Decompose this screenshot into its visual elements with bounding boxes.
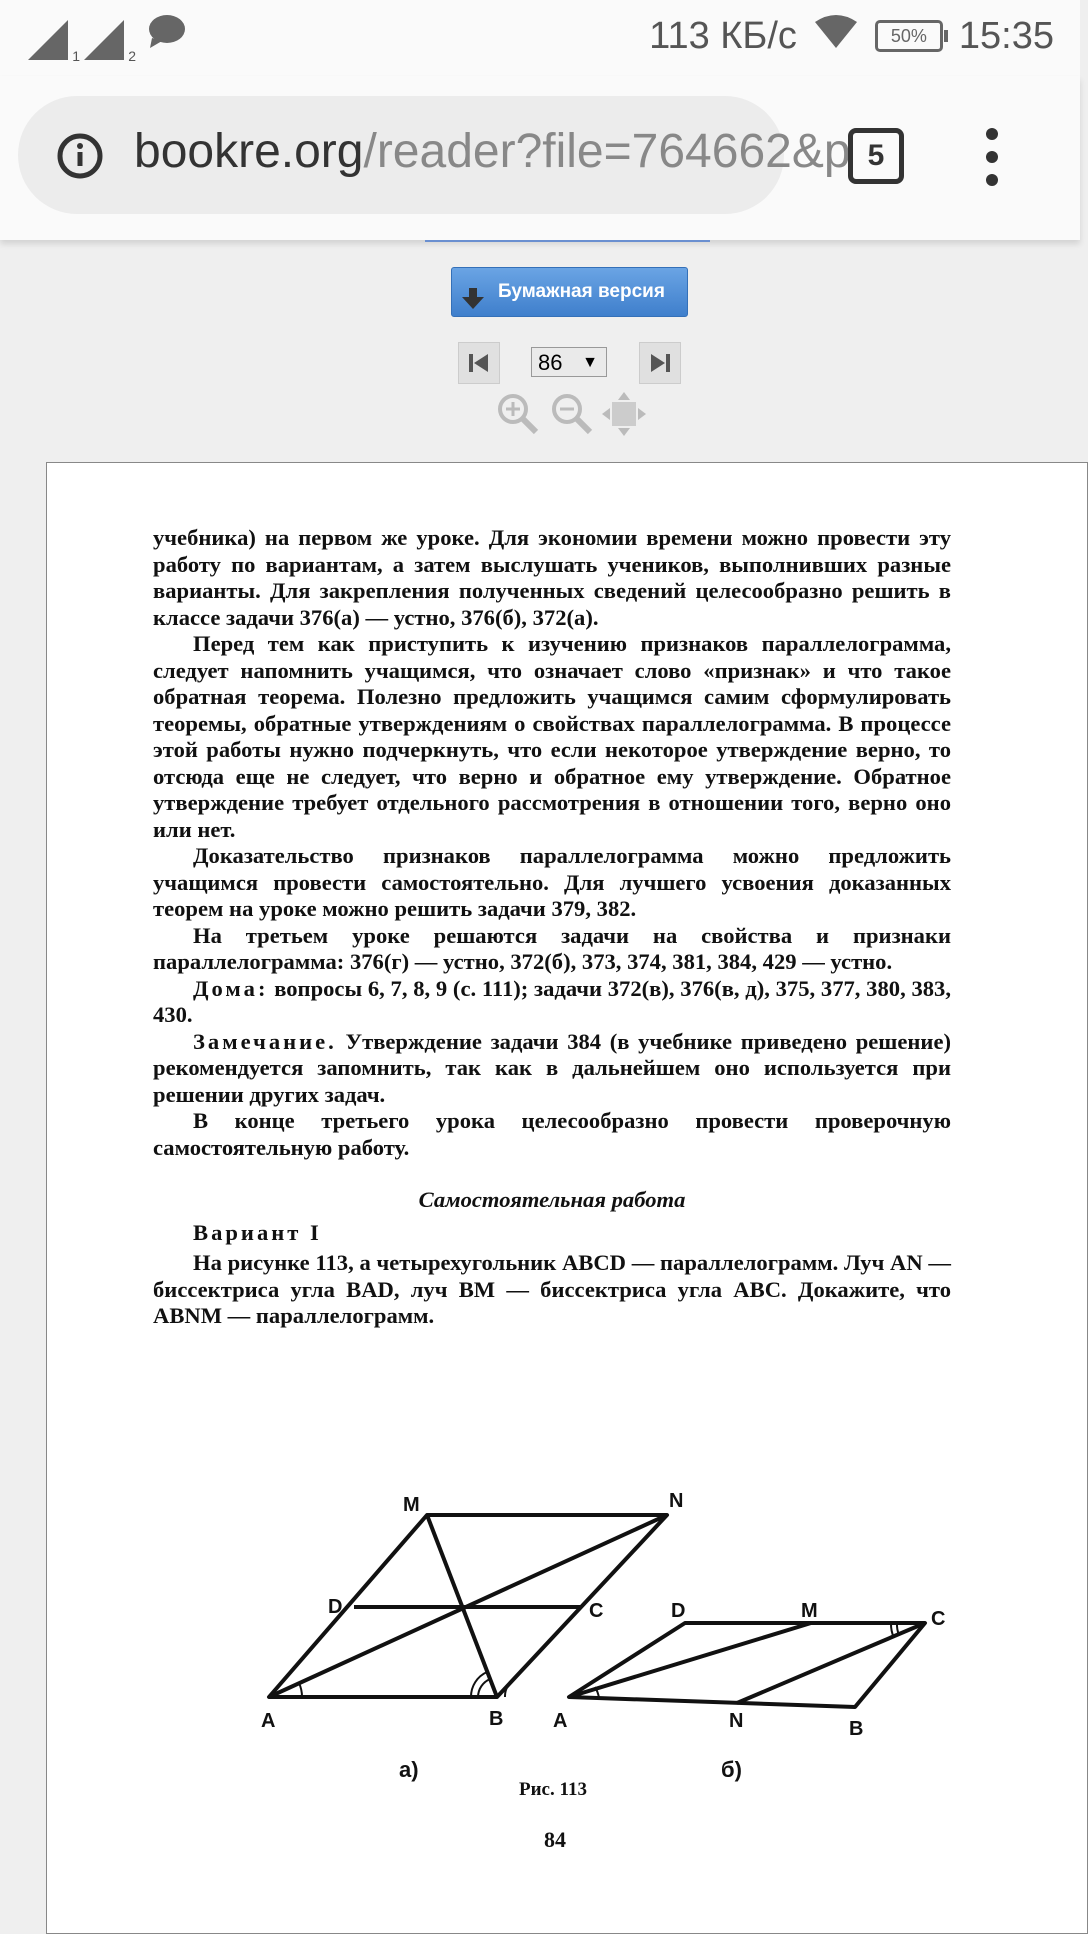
figure-label: N — [669, 1490, 684, 1512]
sim2-label: 2 — [128, 48, 136, 64]
figure-label: A — [261, 1710, 276, 1732]
figure-sublabel-b: б) — [721, 1757, 742, 1782]
status-bar — [0, 0, 1080, 76]
address-bar[interactable] — [18, 96, 851, 214]
last-page-button[interactable] — [639, 342, 681, 384]
figure-a-angle-a — [299, 1683, 302, 1697]
figure-113 — [207, 1481, 967, 1811]
figure-label: M — [801, 1600, 818, 1622]
zoom-in-icon[interactable] — [496, 392, 540, 441]
paper-version-button[interactable] — [451, 267, 688, 317]
tab-switcher-button[interactable]: 5 — [848, 128, 904, 184]
figure-label: B — [489, 1708, 504, 1730]
paragraph: учебника) на первом же уроке. Для экономии времени можно провести эту работу по вариантам, а затем выслушать учеников, выполнивших разные варианты. Для закрепления полученных сведений целесообразно решить в классе задачи 376(а) — устно, 376(б), 372(а). — [153, 525, 951, 630]
signal-sim2-icon — [84, 20, 136, 64]
overflow-menu-icon[interactable] — [986, 128, 998, 197]
figure-b-outline — [569, 1623, 925, 1707]
paragraph: На третьем уроке решаются задачи на свойства и признаки параллелограмма: 376(г) — устно, 372(б), 373, 374, 381, 384, 429 — устно. — [153, 922, 951, 974]
page-select-value: 86 — [538, 350, 563, 375]
figure-label: C — [931, 1608, 946, 1630]
figure-a-angle-b1 — [478, 1679, 490, 1697]
task-text: На рисунке 113, а четырехугольник ABCD — параллелограмм. Луч AN — биссектриса угла BAD, луч BM — биссектриса угла ABC. Докажите, что ABNM — параллелограмм. — [153, 1250, 951, 1328]
page-text — [153, 525, 951, 1330]
first-page-button[interactable] — [458, 342, 500, 384]
figure-label: B — [849, 1718, 864, 1740]
document-page — [46, 462, 1088, 1934]
figure-caption: Рис. 113 — [519, 1779, 587, 1800]
download-icon — [462, 281, 484, 329]
url-path: /reader?file=764662&p — [363, 125, 851, 178]
info-icon[interactable] — [56, 132, 104, 185]
figure-label: D — [328, 1596, 343, 1618]
dropdown-arrow-icon: ▼ — [582, 354, 598, 371]
variant-heading: Вариант I — [193, 1219, 322, 1245]
figure-label: C — [589, 1600, 604, 1622]
homework-label: Дома: — [193, 975, 269, 1001]
paragraph — [153, 1029, 951, 1109]
message-icon — [146, 14, 186, 60]
paragraph — [153, 976, 951, 1029]
zoom-out-icon[interactable] — [550, 392, 594, 441]
page-number: 84 — [544, 1827, 566, 1852]
note-label: Замечание. — [193, 1028, 337, 1054]
page-select[interactable] — [531, 347, 607, 377]
figure-label: M — [403, 1494, 420, 1516]
divider — [425, 240, 710, 242]
figure-label: D — [671, 1600, 686, 1622]
wifi-icon — [813, 14, 859, 58]
homework-text: вопросы 6, 7, 8, 9 (с. 111); задачи 372(в), 376(в, д), 375, 377, 380, 383, 430. — [153, 975, 951, 1027]
battery-level: 50% — [890, 26, 927, 46]
note-text: Утверждение задачи 384 (в учебнике приведено решение) рекомендуется запомнить, так как в дальнейшем оно используется при решении других задач. — [153, 1028, 951, 1107]
url-text[interactable] — [134, 124, 851, 179]
signal-sim1-icon — [28, 20, 80, 64]
paper-version-label: Бумажная версия — [498, 281, 665, 302]
sim1-label: 1 — [72, 48, 80, 64]
clock: 15:35 — [958, 14, 1054, 57]
figure-label: A — [553, 1710, 568, 1732]
section-heading: Самостоятельная работа — [418, 1187, 686, 1212]
paragraph: В конце третьего урока целесообразно провести проверочную самостоятельную работу. — [153, 1108, 951, 1160]
paragraph: Перед тем как приступить к изучению признаков параллелограмма, следует напомнить учащимся, что означает слово «признак» и что такое обратная теорема. Полезно предложить учащимся самим сформулировать теоремы, обратные утверждениям о свойствах параллелограмма. В процессе этой работы нужно подчеркнуть, что если некоторое утверждение верно, то отсюда еще не следует, что верно и обратное ему утверждение. Обратное утверждение требует отдельного рассмотрения в отношении того, верно оно или нет. — [153, 631, 951, 842]
figure-sublabel-a: а) — [399, 1757, 419, 1782]
figure-label: N — [729, 1710, 744, 1732]
network-speed: 113 КБ/с — [649, 14, 797, 57]
fit-page-icon[interactable] — [602, 392, 646, 441]
battery-icon — [875, 20, 943, 52]
url-host: bookre.org — [134, 125, 364, 178]
browser-toolbar — [0, 76, 1080, 240]
paragraph: Доказательство признаков параллелограмма можно предложить учащимся провести самостоятельно. Для лучшего усвоения доказанных теорем на уроке можно решить задачи 379, 382. — [153, 843, 951, 921]
